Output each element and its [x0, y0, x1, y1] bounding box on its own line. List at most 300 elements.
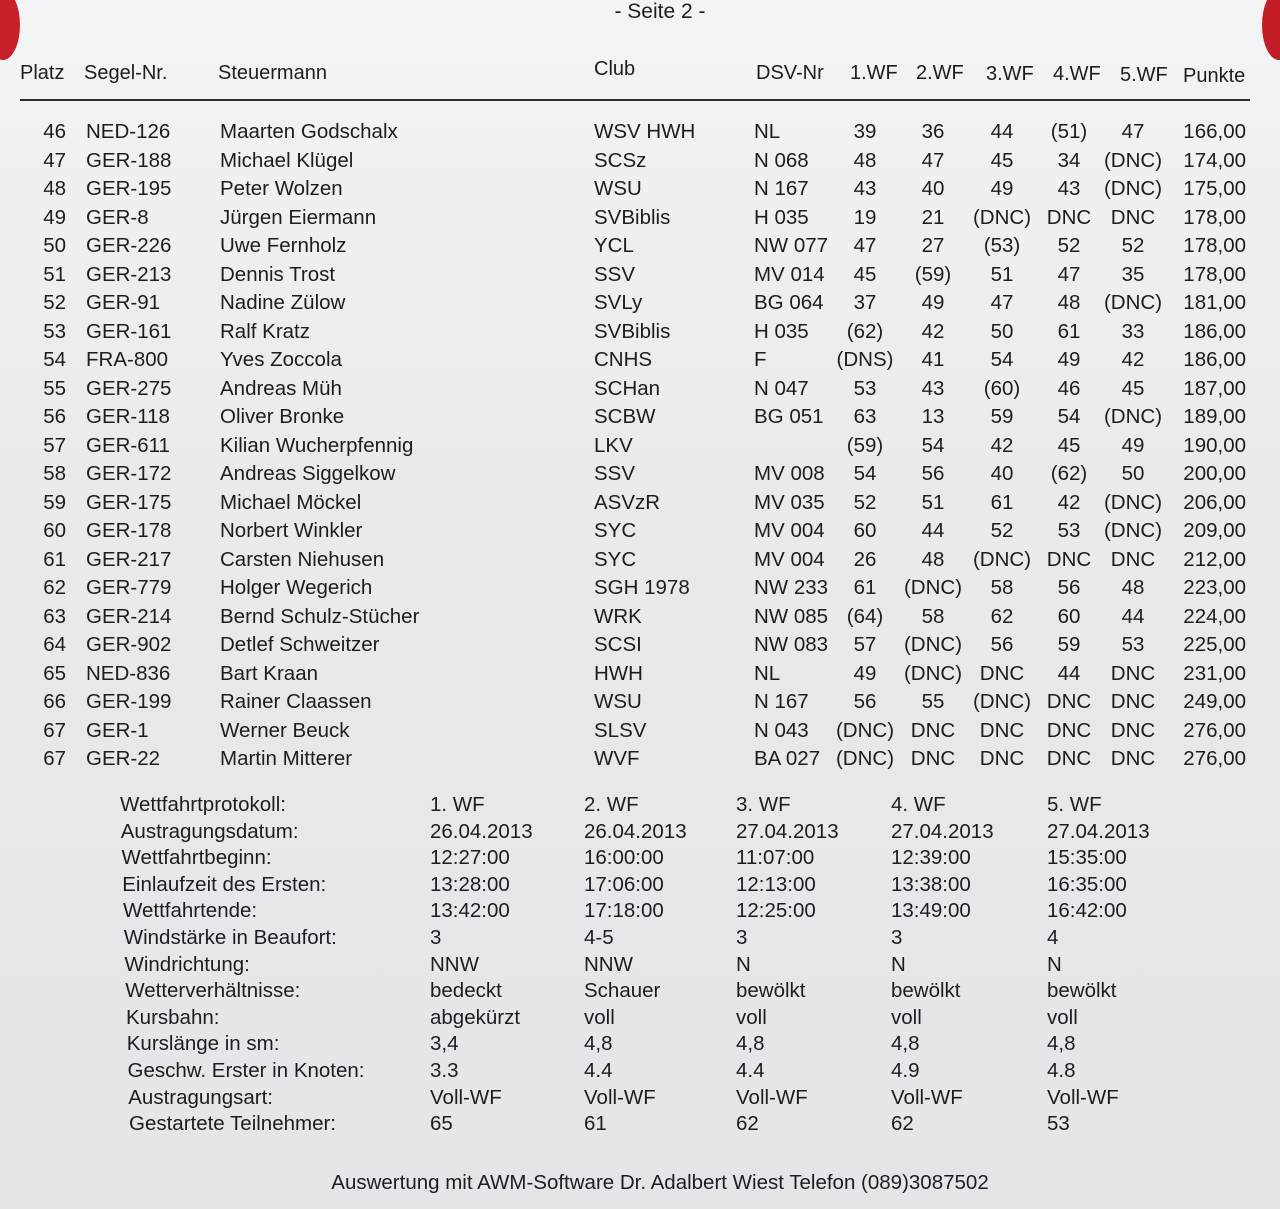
protocol-row	[0, 872, 1280, 899]
dsv-number: MV 008	[754, 462, 825, 485]
protocol-value: 4	[1047, 925, 1059, 949]
header-wf2: 2.WF	[916, 62, 964, 84]
protocol-label: Kursbahn:	[126, 1005, 220, 1029]
placement: 53	[43, 319, 66, 343]
helmsman-name: Holger Wegerich	[220, 576, 373, 599]
page-label: - Seite 2 -	[614, 0, 706, 23]
protocol-label: Einlaufzeit des Ersten:	[122, 872, 327, 896]
table-row	[0, 432, 1280, 461]
race1-score: (59)	[846, 433, 884, 457]
helmsman-name: Werner Beuck	[220, 718, 350, 742]
race3-score: 42	[990, 433, 1014, 457]
protocol-value: 4,8	[891, 1032, 920, 1056]
race5-score: DNC	[1110, 747, 1156, 770]
race4-score: 59	[1057, 633, 1081, 656]
race1-score: 48	[853, 148, 877, 172]
race2-score: 36	[921, 120, 945, 143]
header-wf5: 5.WF	[1120, 64, 1168, 86]
race1-score: 61	[853, 576, 877, 599]
table-row	[0, 318, 1280, 347]
table-row	[0, 489, 1280, 518]
protocol-value: bewölkt	[736, 979, 806, 1003]
race5-score: DNC	[1110, 718, 1156, 742]
sail-number: GER-91	[86, 291, 161, 314]
total-points: 187,00	[1183, 376, 1246, 400]
placement: 67	[43, 747, 66, 770]
total-points: 190,00	[1183, 433, 1246, 457]
total-points: 209,00	[1183, 519, 1246, 542]
race4-score: DNC	[1046, 747, 1092, 770]
dsv-number: MV 014	[754, 262, 825, 286]
race4-score: 48	[1057, 291, 1081, 314]
helmsman-name: Peter Wolzen	[220, 177, 343, 200]
header-wf4: 4.WF	[1053, 63, 1101, 85]
club: WRK	[594, 604, 642, 628]
race5-score: 53	[1121, 633, 1145, 656]
sail-number: GER-178	[86, 519, 172, 542]
helmsman-name: Andreas Müh	[220, 376, 342, 400]
helmsman-name: Michael Klügel	[220, 148, 354, 172]
protocol-label: Wettfahrtbeginn:	[121, 846, 272, 870]
protocol-label: Austragungsart:	[128, 1085, 273, 1109]
club: SVBiblis	[594, 319, 671, 343]
protocol-value: 4,8	[736, 1032, 765, 1056]
race5-score: (DNC)	[1103, 148, 1163, 172]
club: SVLy	[594, 291, 643, 314]
helmsman-name: Martin Mitterer	[220, 747, 353, 770]
table-row	[0, 745, 1280, 774]
protocol-value: 13:38:00	[891, 872, 971, 896]
total-points: 224,00	[1183, 604, 1246, 628]
race1-score: 26	[853, 547, 877, 571]
protocol-value: 16:00:00	[584, 846, 664, 870]
race2-score: 40	[921, 177, 945, 200]
race3-score: (60)	[983, 376, 1021, 400]
race4-score: 54	[1057, 405, 1081, 428]
race1-score: 56	[853, 690, 877, 713]
header-wf3: 3.WF	[986, 63, 1034, 85]
race5-score: DNC	[1110, 661, 1156, 685]
placement: 46	[43, 120, 66, 143]
protocol-value: bedeckt	[430, 979, 502, 1003]
protocol-row	[0, 1111, 1280, 1138]
protocol-row	[0, 1058, 1280, 1085]
total-points: 223,00	[1183, 576, 1246, 599]
race1-score: 49	[853, 661, 877, 685]
race4-score: 42	[1057, 490, 1081, 514]
protocol-value: Voll-WF	[891, 1085, 963, 1109]
table-row	[0, 175, 1280, 204]
protocol-label: Austragungsdatum:	[120, 819, 299, 843]
sail-number: NED-126	[86, 120, 171, 143]
total-points: 178,00	[1183, 234, 1246, 257]
sail-number: GER-172	[86, 462, 172, 485]
race2-score: DNC	[910, 718, 956, 742]
race3-score: 58	[990, 576, 1014, 599]
total-points: 276,00	[1183, 718, 1246, 742]
helmsman-name: Bart Kraan	[220, 661, 318, 685]
sail-number: GER-214	[86, 604, 172, 628]
helmsman-name: Oliver Bronke	[220, 405, 345, 428]
protocol-value: 62	[736, 1112, 759, 1136]
protocol-value: 4. WF	[891, 793, 946, 816]
table-row	[0, 403, 1280, 432]
total-points: 186,00	[1183, 348, 1246, 371]
protocol-value: 65	[430, 1112, 453, 1136]
dsv-number: BG 051	[754, 405, 824, 428]
club: CNHS	[594, 348, 653, 371]
race3-score: (DNC)	[972, 547, 1032, 571]
dsv-number: BA 027	[754, 747, 821, 770]
race5-score: 47	[1121, 120, 1145, 143]
dsv-number: NW 233	[754, 576, 829, 599]
placement: 51	[43, 262, 66, 286]
protocol-row	[0, 952, 1280, 979]
red-object-left	[0, 0, 20, 60]
protocol-value: voll	[584, 1005, 615, 1029]
protocol-value: N	[736, 952, 751, 976]
table-row	[0, 717, 1280, 746]
sail-number: GER-175	[86, 490, 172, 514]
protocol-label: Windstärke in Beaufort:	[123, 925, 337, 949]
placement: 55	[43, 376, 66, 400]
sail-number: GER-118	[86, 405, 170, 428]
table-row	[0, 204, 1280, 233]
race4-score: (51)	[1050, 120, 1088, 143]
protocol-value: 3	[736, 925, 748, 949]
race1-score: (62)	[846, 319, 884, 343]
header-dsv-nr: DSV-Nr	[756, 62, 824, 84]
protocol-row	[0, 845, 1280, 872]
helmsman-name: Rainer Claassen	[220, 690, 372, 713]
header-club: Club	[594, 58, 636, 80]
helmsman-name: Yves Zoccola	[220, 348, 342, 371]
race5-score: (DNC)	[1103, 405, 1163, 428]
helmsman-name: Maarten Godschalx	[220, 120, 398, 143]
total-points: 276,00	[1183, 747, 1246, 770]
race2-score: 54	[921, 433, 945, 457]
protocol-value: voll	[1047, 1005, 1078, 1029]
race2-score: 56	[921, 462, 945, 485]
placement: 59	[43, 490, 66, 514]
table-row	[0, 546, 1280, 575]
table-row	[0, 118, 1280, 147]
race4-score: 44	[1057, 661, 1081, 685]
helmsman-name: Dennis Trost	[220, 262, 336, 286]
race4-score: 46	[1057, 376, 1081, 400]
dsv-number: N 047	[754, 376, 809, 400]
race5-score: 44	[1121, 604, 1145, 628]
race3-score: 62	[990, 604, 1014, 628]
dsv-number: BG 064	[754, 291, 824, 314]
race3-score: 54	[990, 348, 1014, 371]
race5-score: (DNC)	[1103, 490, 1163, 514]
total-points: 189,00	[1183, 405, 1246, 428]
table-row	[0, 574, 1280, 603]
race4-score: 45	[1057, 433, 1081, 457]
protocol-value: 4,8	[584, 1032, 613, 1056]
race2-score: 21	[921, 205, 945, 229]
race4-score: 60	[1057, 604, 1081, 628]
race3-score: 47	[990, 291, 1014, 314]
dsv-number: NW 077	[754, 234, 829, 257]
helmsman-name: Andreas Siggelkow	[220, 462, 396, 485]
protocol-value: Voll-WF	[584, 1085, 656, 1109]
race4-score: 49	[1057, 348, 1081, 371]
protocol-label: Geschw. Erster in Knoten:	[127, 1058, 365, 1082]
race4-score: 34	[1057, 148, 1081, 172]
protocol-value: 4.4	[736, 1058, 765, 1082]
race1-score: 37	[853, 291, 877, 314]
race5-score: 49	[1121, 433, 1145, 457]
helmsman-name: Jürgen Eiermann	[220, 205, 377, 229]
header-divider	[20, 99, 1250, 101]
protocol-value: 3.3	[430, 1058, 459, 1082]
protocol-value: 17:06:00	[584, 872, 664, 896]
total-points: 181,00	[1183, 291, 1246, 314]
protocol-row	[0, 1085, 1280, 1112]
race3-score: (DNC)	[972, 690, 1032, 713]
placement: 62	[43, 576, 66, 599]
race4-score: (62)	[1050, 462, 1088, 485]
race3-score: (53)	[983, 234, 1021, 257]
race1-score: 54	[853, 462, 877, 485]
placement: 54	[43, 348, 66, 371]
sail-number: GER-275	[86, 376, 172, 400]
club: WSU	[594, 690, 642, 713]
protocol-row	[0, 925, 1280, 952]
race4-score: DNC	[1046, 718, 1092, 742]
race4-score: 52	[1057, 234, 1081, 257]
placement: 58	[43, 462, 66, 485]
race5-score: (DNC)	[1103, 177, 1163, 200]
race4-score: DNC	[1046, 205, 1092, 229]
race1-score: 19	[853, 205, 877, 229]
race2-score: 41	[921, 348, 945, 371]
race4-score: 53	[1057, 519, 1081, 542]
table-row	[0, 631, 1280, 660]
club: SCHan	[594, 376, 661, 400]
sail-number: GER-188	[86, 148, 172, 172]
race2-score: 49	[921, 291, 945, 314]
protocol-value: voll	[891, 1005, 922, 1029]
race5-score: 45	[1121, 376, 1145, 400]
placement: 63	[43, 604, 66, 628]
club: WSU	[594, 177, 642, 200]
club: SYC	[594, 547, 637, 571]
race2-score: DNC	[910, 747, 956, 770]
table-row	[0, 147, 1280, 176]
dsv-number: H 035	[754, 319, 809, 343]
table-row	[0, 660, 1280, 689]
protocol-row	[0, 898, 1280, 925]
total-points: 175,00	[1183, 177, 1246, 200]
race5-score: DNC	[1110, 205, 1156, 229]
placement: 60	[43, 519, 66, 542]
race2-score: (DNC)	[903, 633, 963, 656]
protocol-value: Schauer	[584, 979, 661, 1003]
helmsman-name: Nadine Zülow	[220, 291, 346, 314]
total-points: 178,00	[1183, 205, 1246, 229]
race1-score: 63	[853, 405, 877, 428]
protocol-value: Voll-WF	[1047, 1085, 1119, 1109]
protocol-row	[0, 978, 1280, 1005]
protocol-value: 3	[891, 925, 903, 949]
protocol-label: Gestartete Teilnehmer:	[129, 1112, 337, 1136]
race5-score: 33	[1121, 319, 1145, 343]
race1-score: (64)	[846, 604, 884, 628]
protocol-value: 5. WF	[1047, 793, 1102, 816]
protocol-label: Kurslänge in sm:	[126, 1032, 280, 1056]
protocol-value: 12:39:00	[891, 846, 971, 870]
total-points: 231,00	[1183, 661, 1246, 685]
sail-number: GER-779	[86, 576, 172, 599]
placement: 64	[43, 633, 66, 656]
helmsman-name: Uwe Fernholz	[220, 234, 347, 257]
race3-score: 44	[990, 120, 1014, 143]
total-points: 225,00	[1183, 633, 1246, 656]
race2-score: 47	[921, 148, 945, 172]
club: HWH	[594, 661, 643, 685]
protocol-value: 4,8	[1047, 1032, 1076, 1056]
race1-score: (DNS)	[836, 348, 894, 371]
protocol-value: 12:13:00	[736, 872, 816, 896]
sail-number: GER-226	[86, 234, 172, 257]
protocol-label: Wettfahrtende:	[123, 899, 258, 923]
protocol-value: 62	[891, 1112, 914, 1136]
dsv-number: H 035	[754, 205, 809, 229]
protocol-value: 53	[1047, 1112, 1070, 1136]
dsv-number: NL	[754, 120, 781, 143]
race5-score: 52	[1121, 234, 1145, 257]
dsv-number: MV 004	[754, 547, 825, 571]
protocol-value: Voll-WF	[736, 1085, 808, 1109]
placement: 52	[43, 291, 66, 314]
protocol-value: 4.4	[584, 1058, 613, 1082]
protocol-value: 4.9	[891, 1058, 920, 1082]
protocol-value: 17:18:00	[584, 899, 664, 923]
sail-number: NED-836	[86, 661, 171, 685]
protocol-row	[0, 1031, 1280, 1058]
total-points: 212,00	[1183, 547, 1246, 571]
race3-score: 59	[990, 405, 1014, 428]
header-platz: Platz	[20, 62, 65, 84]
club: WVF	[594, 747, 640, 770]
protocol-value: 27.04.2013	[891, 819, 994, 843]
protocol-value: 15:35:00	[1047, 846, 1127, 870]
placement: 50	[43, 234, 66, 257]
protocol-value: 3. WF	[736, 793, 791, 816]
protocol-value: abgekürzt	[430, 1005, 521, 1029]
protocol-value: 2. WF	[584, 793, 639, 816]
race2-score: 55	[921, 690, 945, 713]
protocol-value: 61	[584, 1112, 607, 1136]
placement: 61	[43, 547, 66, 571]
sail-number: GER-902	[86, 633, 172, 656]
race5-score: 50	[1121, 462, 1145, 485]
protocol-value: 3,4	[430, 1032, 459, 1056]
protocol-value: 13:49:00	[891, 899, 971, 923]
sail-number: FRA-800	[86, 348, 169, 371]
race2-score: 42	[921, 319, 945, 343]
table-row	[0, 232, 1280, 261]
placement: 47	[43, 148, 66, 172]
race2-score: (DNC)	[903, 661, 963, 685]
club: SLSV	[594, 718, 647, 742]
protocol-label: Wettfahrtprotokoll:	[120, 793, 286, 816]
dsv-number: N 068	[754, 148, 809, 172]
protocol-value: bewölkt	[1047, 979, 1117, 1003]
protocol-value: N	[1047, 952, 1062, 976]
race3-score: DNC	[979, 661, 1025, 685]
dsv-number: NL	[754, 661, 781, 685]
table-row	[0, 603, 1280, 632]
software-footer: Auswertung mit AWM-Software Dr. Adalbert Wiest Telefon (089)3087502	[331, 1171, 989, 1194]
protocol-value: 16:35:00	[1047, 872, 1127, 896]
table-row	[0, 688, 1280, 717]
protocol-label: Windrichtung:	[124, 952, 250, 976]
protocol-row	[0, 792, 1280, 819]
total-points: 186,00	[1183, 319, 1246, 343]
race3-score: 61	[990, 490, 1014, 514]
race4-score: 61	[1057, 319, 1081, 343]
race3-score: DNC	[979, 747, 1025, 770]
race4-score: 43	[1057, 177, 1081, 200]
race2-score: 43	[921, 376, 945, 400]
helmsman-name: Michael Möckel	[220, 490, 362, 514]
race3-score: 49	[990, 177, 1014, 200]
placement: 67	[43, 718, 66, 742]
protocol-value: NNW	[584, 952, 633, 976]
header-wf1: 1.WF	[850, 62, 898, 84]
race2-score: 13	[921, 405, 945, 428]
protocol-row	[0, 1005, 1280, 1032]
sail-number: GER-1	[86, 718, 149, 742]
race1-score: 39	[853, 120, 877, 143]
dsv-number: MV 035	[754, 490, 825, 514]
race4-score: 56	[1057, 576, 1081, 599]
helmsman-name: Ralf Kratz	[220, 319, 310, 343]
protocol-label: Wetterverhältnisse:	[125, 979, 301, 1003]
table-row	[0, 289, 1280, 318]
placement: 48	[43, 177, 66, 200]
club: SYC	[594, 519, 637, 542]
club: ASVzR	[594, 490, 661, 514]
sail-number: GER-199	[86, 690, 172, 713]
protocol-value: 3	[430, 925, 442, 949]
race-protocol-table	[0, 792, 1280, 1138]
header-segel-nr: Segel-Nr.	[84, 62, 168, 84]
helmsman-name: Norbert Winkler	[220, 519, 363, 542]
column-header-row	[0, 58, 1280, 92]
sail-number: GER-22	[86, 747, 161, 770]
race5-score: (DNC)	[1103, 519, 1163, 542]
table-row	[0, 346, 1280, 375]
race3-score: 52	[990, 519, 1014, 542]
dsv-number: N 167	[754, 690, 809, 713]
protocol-value: 12:27:00	[430, 846, 510, 870]
race4-score: DNC	[1046, 547, 1092, 571]
race1-score: (DNC)	[835, 718, 895, 742]
race5-score: (DNC)	[1103, 291, 1163, 314]
header-steuermann: Steuermann	[218, 62, 327, 84]
protocol-value: N	[891, 952, 906, 976]
protocol-value: 4.8	[1047, 1058, 1076, 1082]
placement: 56	[43, 405, 66, 428]
club: SCSz	[594, 148, 647, 172]
sail-number: GER-611	[86, 433, 170, 457]
placement: 49	[43, 205, 66, 229]
